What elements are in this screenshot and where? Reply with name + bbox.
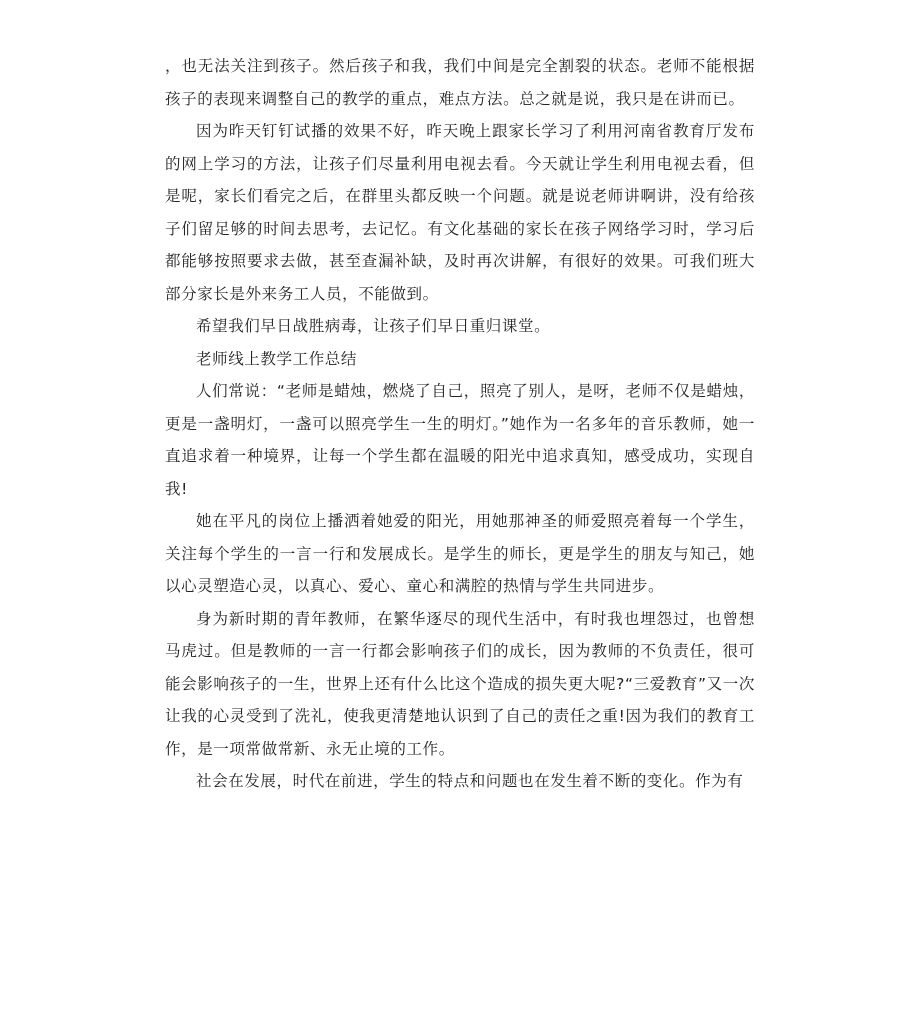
paragraph-8: 社会在发展，时代在前进，学生的特点和问题也在发生着不断的变化。作为有 xyxy=(196,772,744,790)
section-heading: 老师线上教学工作总结 xyxy=(196,349,358,368)
paragraph-2: 因为昨天钉钉试播的效果不好，昨天晚上跟家长学习了利用河南省教育厅发布的网上学习的方法，让孩子们尽量利用电视去看。今天就让学生利用电视去看，但是呢，家长们看完之后，在群里头都反映一个问题。就是说老师讲啊讲，没有给孩子们留足够的时间去思考，去记忆。有文化基础的家长在孩子网络学习时，学习后都能够按照要求去做，甚至查漏补缺，及时再次讲解，有很好的效果。可我们班大部分家长是外来务工人员，不能做到。 xyxy=(165,122,755,303)
paragraph-6: 她在平凡的岗位上播洒着她爱的阳光，用她那神圣的师爱照亮着每一个学生，关注每个学生的一言一行和发展成长。是学生的师长，更是学生的朋友与知己，她以心灵塑造心灵，以真心、爱心、童心和满腔的热情与学生共同进步。 xyxy=(165,512,755,595)
document-page xyxy=(165,50,755,798)
paragraph-5: 人们常说：“老师是蜡烛，燃烧了自己，照亮了别人，是呀，老师不仅是蜡烛，更是一盏明灯，一盏可以照亮学生一生的明灯。”她作为一名多年的音乐教师，她一直追求着一种境界，让每一个学生都在温暖的阳光中追求真知，感受成功，实现自我! xyxy=(165,382,755,498)
paragraph-7: 身为新时期的青年教师，在繁华逐尽的现代生活中，有时我也埋怨过，也曾想马虎过。但是教师的一言一行都会影响孩子们的成长，因为教师的不负责任，很可能会影响孩子的一生，世界上还有什么比这个造成的损失更大呢?“三爱教育”又一次让我的心灵受到了洗礼，使我更清楚地认识到了自己的责任之重!因为我们的教育工作，是一项常做常新、永无止境的工作。 xyxy=(165,609,755,758)
paragraph-1: ，也无法关注到孩子。然后孩子和我，我们中间是完全割裂的状态。老师不能根据孩子的表现来调整自己的教学的重点，难点方法。总之就是说，我只是在讲而已。 xyxy=(165,57,755,108)
paragraph-3: 希望我们早日战胜病毒，让孩子们早日重归课堂。 xyxy=(196,317,551,335)
